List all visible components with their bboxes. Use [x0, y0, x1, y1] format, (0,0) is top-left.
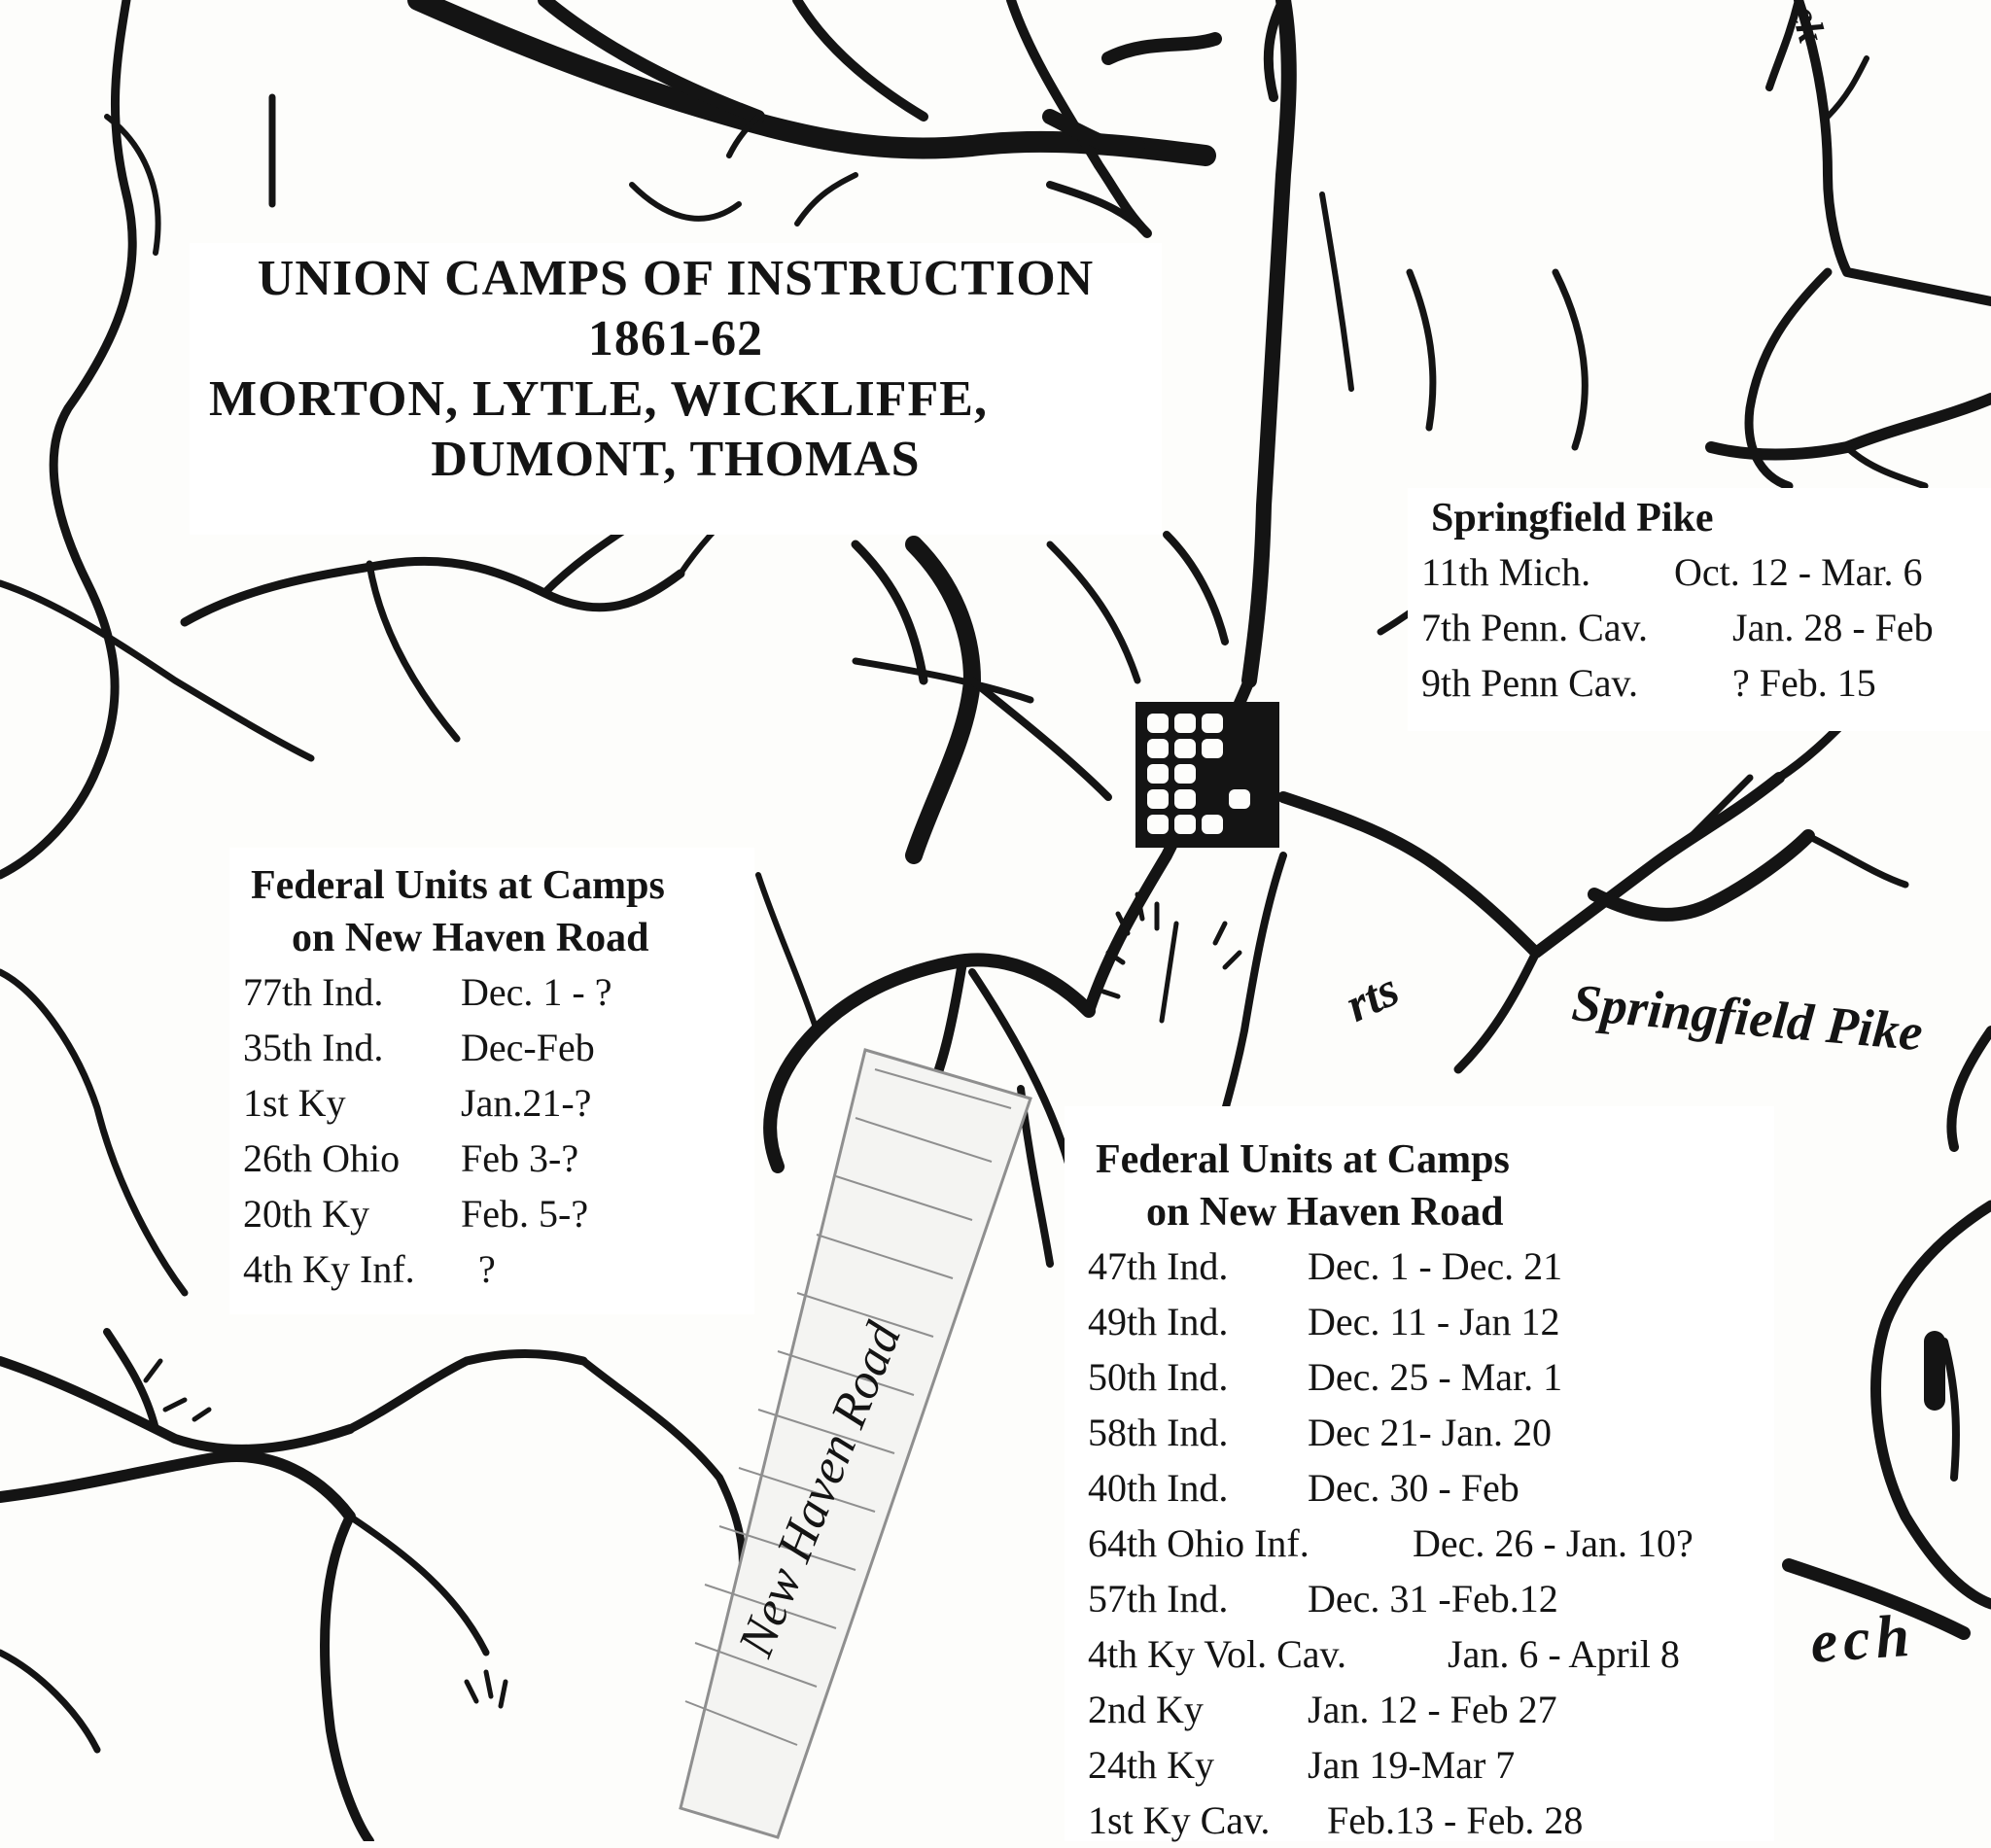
unit-dates: Jan. 12 - Feb 27 — [1308, 1688, 1557, 1731]
unit-name: 4th Ky Inf. — [243, 1247, 415, 1291]
right-units-panel — [1065, 1106, 1774, 1841]
unit-dates: Jan 19-Mar 7 — [1308, 1743, 1516, 1787]
unit-row — [1088, 1682, 1774, 1737]
unit-dates: Jan.21-? — [461, 1081, 592, 1125]
creek-right — [1799, 0, 1991, 301]
springfield-pike-panel — [1408, 488, 1991, 731]
map-fragment-label-ek: ek — [1782, 0, 1834, 48]
unit-dates: Jan. 28 - Feb — [1732, 606, 1934, 649]
unit-row — [243, 1186, 754, 1241]
springfield-pike-road-label: Springfield Pike — [1569, 972, 1926, 1063]
unit-dates: Dec. 1 - Dec. 21 — [1308, 1244, 1563, 1288]
unit-dates: Dec. 1 - ? — [461, 970, 612, 1014]
unit-name: 4th Ky Vol. Cav. — [1088, 1632, 1346, 1676]
unit-row — [243, 1075, 754, 1131]
unit-dates: ? Feb. 15 — [1732, 661, 1876, 705]
unit-name: 1st Ky — [243, 1081, 346, 1125]
creek-left — [0, 0, 132, 875]
unit-row — [1088, 1405, 1774, 1460]
unit-row — [1088, 1516, 1774, 1571]
unit-name: 24th Ky — [1088, 1743, 1214, 1787]
unit-dates: Dec. 25 - Mar. 1 — [1308, 1355, 1563, 1399]
unit-dates: Feb 3-? — [461, 1136, 579, 1180]
unit-dates: ? — [478, 1247, 496, 1291]
map-fragment-label-rts: rts — [1337, 960, 1407, 1032]
springfield-pike-road — [1283, 778, 1779, 953]
unit-dates: Dec-Feb — [461, 1026, 595, 1069]
unit-row — [1421, 544, 1991, 600]
map-title-line-1: UNION CAMPS OF INSTRUCTION — [257, 251, 1095, 306]
new-haven-road-label: New Haven Road — [727, 1314, 913, 1664]
unit-name: 64th Ohio Inf. — [1088, 1521, 1310, 1565]
north-road — [1249, 0, 1289, 680]
unit-name: 1st Ky Cav. — [1088, 1798, 1271, 1842]
unit-row — [1421, 600, 1991, 655]
left-units-panel — [229, 848, 754, 1314]
unit-row — [1088, 1238, 1774, 1294]
unit-dates: Dec. 31 -Feb.12 — [1308, 1577, 1558, 1621]
unit-row — [1088, 1737, 1774, 1793]
unit-dates: Dec 21- Jan. 20 — [1308, 1411, 1553, 1454]
unit-dates: Oct. 12 - Mar. 6 — [1674, 550, 1923, 594]
right-panel-heading-2: on New Haven Road — [1146, 1190, 1504, 1235]
unit-name: 57th Ind. — [1088, 1577, 1229, 1621]
unit-row — [1088, 1626, 1774, 1682]
unit-name: 7th Penn. Cav. — [1421, 606, 1648, 649]
unit-row — [243, 1020, 754, 1075]
title-panel — [190, 243, 1162, 535]
town-grid — [1135, 702, 1279, 848]
unit-name: 9th Penn Cav. — [1421, 661, 1638, 705]
unit-row — [1088, 1571, 1774, 1626]
unit-row — [243, 1131, 754, 1186]
unit-dates: Dec. 30 - Feb — [1308, 1466, 1519, 1510]
unit-dates: Dec. 11 - Jan 12 — [1308, 1300, 1560, 1343]
unit-name: 49th Ind. — [1088, 1300, 1229, 1343]
unit-name: 50th Ind. — [1088, 1355, 1229, 1399]
unit-name: 47th Ind. — [1088, 1244, 1229, 1288]
unit-row — [243, 1241, 754, 1297]
unit-name: 11th Mich. — [1421, 550, 1591, 594]
map-title-line-2: 1861-62 — [587, 311, 764, 366]
unit-row — [1088, 1460, 1774, 1516]
map-title-line-3: MORTON, LYTLE, WICKLIFFE, — [209, 371, 988, 427]
left-panel-heading-1: Federal Units at Camps — [251, 863, 665, 908]
left-panel-heading-2: on New Haven Road — [292, 916, 649, 960]
unit-name: 20th Ky — [243, 1192, 369, 1236]
unit-name: 77th Ind. — [243, 970, 384, 1014]
unit-dates: Jan. 6 - April 8 — [1448, 1632, 1680, 1676]
map-fragment-label-ech: ech — [1808, 1602, 1918, 1676]
unit-row — [1088, 1793, 1774, 1848]
map-title-line-4: DUMONT, THOMAS — [431, 432, 921, 487]
unit-dates: Dec. 26 - Jan. 10? — [1413, 1521, 1694, 1565]
unit-row — [243, 964, 754, 1020]
unit-dates: Feb. 5-? — [461, 1192, 589, 1236]
springfield-pike-heading: Springfield Pike — [1431, 496, 1714, 540]
right-panel-heading-1: Federal Units at Camps — [1096, 1137, 1510, 1182]
unit-row — [1421, 655, 1991, 711]
unit-name: 2nd Ky — [1088, 1688, 1204, 1731]
unit-dates: Feb.13 - Feb. 28 — [1327, 1798, 1584, 1842]
unit-row — [1088, 1349, 1774, 1405]
unit-name: 26th Ohio — [243, 1136, 401, 1180]
unit-name: 58th Ind. — [1088, 1411, 1229, 1454]
unit-row — [1088, 1294, 1774, 1349]
unit-name: 40th Ind. — [1088, 1466, 1229, 1510]
unit-name: 35th Ind. — [243, 1026, 384, 1069]
